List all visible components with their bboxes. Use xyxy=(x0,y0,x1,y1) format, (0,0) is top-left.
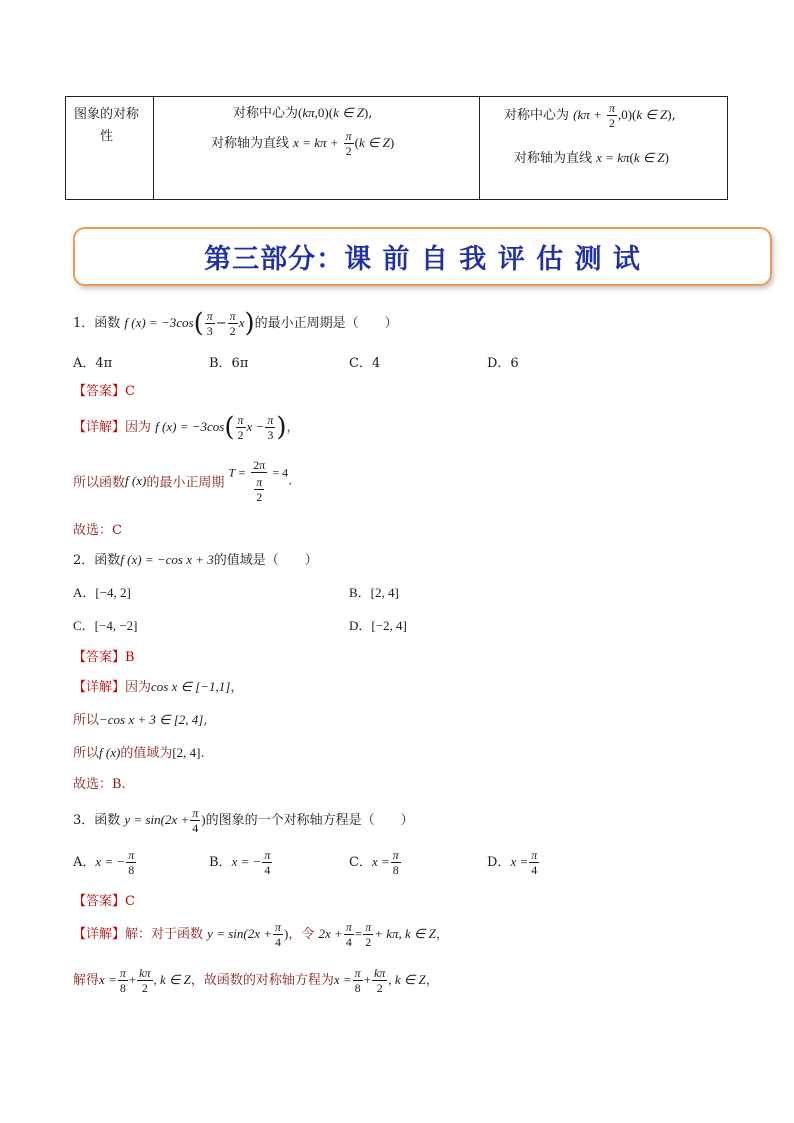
pi-over-4-fraction: $\frac{\pi}{4}$ xyxy=(531,848,538,877)
q1-detail: 【详解】因为 f (x) = −3cos( $\frac{\pi}{2}$ x − $\frac{\pi}{3}$ )， xyxy=(73,412,300,443)
row-header-line2: 性 xyxy=(100,129,114,144)
symmetry-table xyxy=(65,96,728,200)
cos-center-line: 对称中心为(kπ,0)(k ∈ Z), xyxy=(233,105,373,121)
q3-frac: $\frac{\pi}{4}$ xyxy=(192,806,199,835)
q2-choose: 故选：B. xyxy=(73,777,126,792)
q1-option-d[interactable]: D．6 xyxy=(487,356,519,371)
sin-center-line: 对称中心为 (kπ + $\frac{\pi}{2}$ ,0)(k ∈ Z), xyxy=(504,101,676,130)
q1-stem: 1．函数 f (x) = −3cos( $\frac{\pi}{3}$ − $\frac{\pi}{2}$ x)的最小正周期是（ ） xyxy=(73,308,398,339)
q1-option-c[interactable]: C．4 xyxy=(349,356,381,371)
q3-option-a[interactable]: A．x = − $\frac{\pi}{8}$ xyxy=(73,848,135,877)
q3-option-b[interactable]: B．x = − $\frac{\pi}{4}$ xyxy=(209,848,271,877)
q3-stem: 3．函数 y = sin(2x + $\frac{\pi}{4}$ )的图象的一个对称轴方程是（ ） xyxy=(73,806,414,835)
pi-over-8-fraction: $\frac{\pi}{8}$ xyxy=(392,848,399,877)
q2-stem: 2．函数f (x) = −cos x + 3的值域是（ ） xyxy=(73,552,318,568)
q1-detail-frac1: $\frac{\pi}{2}$ xyxy=(237,413,244,442)
q3-solve: 解得x = $\frac{\pi}{8}$ + $\frac{k\pi}{2}$ , k ∈ Z，故函数的对称轴方程为x = $\frac{\pi}{8}$ + $\frac{k\pi}{2}$ , k ∈ Z， xyxy=(73,966,439,995)
q2-detail: 【详解】因为cos x ∈ [−1,1]， xyxy=(73,679,244,695)
cos-axis-line: 对称轴为直线 x = kπ + $\frac{\pi}{2}$ (k ∈ Z) xyxy=(211,129,395,158)
q2-line2: 所以−cos x + 3 ∈ [2, 4], xyxy=(73,712,208,728)
section-banner xyxy=(73,227,772,286)
q1-choose: 故选：C xyxy=(73,523,122,538)
sin-symmetry-cell xyxy=(480,97,728,199)
q1-frac-a: $\frac{\pi}{3}$ xyxy=(206,309,213,338)
section-title: 第三部分：课 前 自 我 评 估 测 试 xyxy=(204,244,641,275)
kpi-over-2-fraction: $\frac{k\pi}{2}$ xyxy=(374,966,386,995)
q3-detail-frac-pi4: $\frac{\pi}{4}$ xyxy=(345,920,352,949)
q1-period-fraction: $\frac{2\pi}{\frac{\pi}{2}}$ xyxy=(253,458,266,504)
q2-option-a[interactable]: A．[−4, 2] xyxy=(73,585,131,600)
q1-period-sub-fraction: $\frac{\pi}{2}$ xyxy=(256,475,263,504)
cos-symmetry-cell xyxy=(153,97,480,199)
q1-detail-frac2: $\frac{\pi}{3}$ xyxy=(267,413,274,442)
q2-answer: 【答案】B xyxy=(73,650,135,665)
q1-answer: 【答案】C xyxy=(73,384,135,399)
q2-line3: 所以f (x)的值域为[2, 4]. xyxy=(73,745,205,761)
pi-over-8-fraction: $\frac{\pi}{8}$ xyxy=(119,966,126,995)
pi-over-4-fraction: $\frac{\pi}{4}$ xyxy=(264,848,271,877)
q1-option-a[interactable]: A．4π xyxy=(73,356,113,371)
q3-detail: 【详解】解：对于函数 y = sin(2x + $\frac{\pi}{4}$ )，令 2x + $\frac{\pi}{4}$ = $\frac{\pi}{2}$ + kπ, k ∈ Z， xyxy=(73,920,449,949)
q3-option-d[interactable]: D．x = $\frac{\pi}{4}$ xyxy=(487,848,538,877)
kpi-over-2-fraction: $\frac{k\pi}{2}$ xyxy=(139,966,151,995)
q1-period-line: 所以函数f (x)的最小正周期 T = $\frac{2\pi}{\frac{\pi}{2}}$ = 4. xyxy=(73,458,293,504)
pi-over-8-fraction: $\frac{\pi}{8}$ xyxy=(354,966,361,995)
row-header-line1: 图象的对称 xyxy=(74,107,140,122)
q1-frac-b: $\frac{\pi}{2}$ xyxy=(229,309,236,338)
sin-axis-line: 对称轴为直线 x = kπ(k ∈ Z) xyxy=(514,150,669,166)
q2-option-d[interactable]: D．[−2, 4] xyxy=(349,618,407,633)
q3-detail-frac: $\frac{\pi}{4}$ xyxy=(275,920,282,949)
pi-over-8-fraction: $\frac{\pi}{8}$ xyxy=(128,848,135,877)
q2-option-b[interactable]: B．[2, 4] xyxy=(349,585,399,600)
q2-option-c[interactable]: C．[−4, −2] xyxy=(73,618,138,633)
q3-option-c[interactable]: C．x = $\frac{\pi}{8}$ xyxy=(349,848,399,877)
q3-answer: 【答案】C xyxy=(73,894,135,909)
pi-over-2-fraction: $\frac{\pi}{2}$ xyxy=(345,129,352,158)
row-header-cell xyxy=(66,97,154,199)
q3-detail-frac-pi2: $\frac{\pi}{2}$ xyxy=(365,920,372,949)
pi-over-2-fraction: $\frac{\pi}{2}$ xyxy=(608,101,615,130)
q1-option-b[interactable]: B．6π xyxy=(209,356,249,371)
